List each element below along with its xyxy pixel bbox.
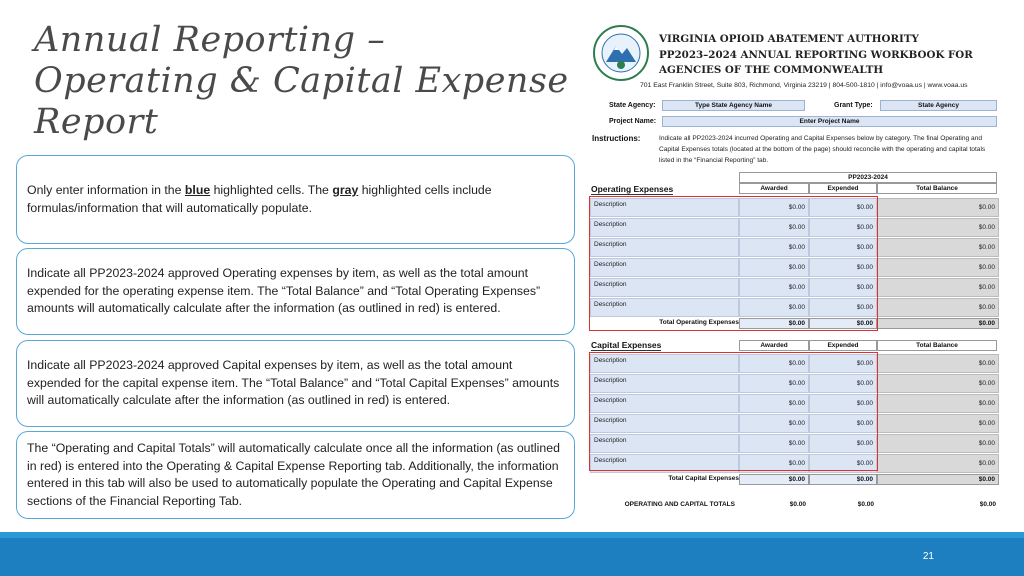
op-expended[interactable]: $0.00 — [809, 238, 877, 257]
capital-expenses-title: Capital Expenses — [591, 340, 662, 350]
slide-footer — [0, 538, 1024, 576]
project-name-field[interactable]: Enter Project Name — [662, 116, 997, 127]
op-total-awarded: $0.00 — [739, 318, 809, 329]
cap-desc[interactable]: Description — [590, 374, 739, 393]
cap-expended[interactable]: $0.00 — [809, 374, 877, 393]
operating-expenses-title: Operating Expenses — [591, 184, 674, 194]
header-line-2: PP2023–2024 ANNUAL REPORTING WORKBOOK FOR — [659, 48, 973, 61]
cap-desc[interactable]: Description — [590, 454, 739, 473]
op-awarded[interactable]: $0.00 — [739, 198, 809, 217]
cap-total-row — [590, 474, 999, 485]
workbook-screenshot — [587, 24, 1003, 524]
op-desc[interactable]: Description — [590, 298, 739, 317]
op-awarded[interactable]: $0.00 — [739, 298, 809, 317]
capital-red-outline — [589, 352, 878, 471]
op-desc[interactable]: Description — [590, 258, 739, 277]
b1-blue-word: blue — [184, 183, 211, 197]
grand-total-row — [590, 500, 999, 511]
workbook-address: 701 East Franklin Street, Suite 803, Richmond, Virginia 23219 | 804-500-1810 | info@voaa.us | www.voaa.us — [640, 82, 968, 89]
op-desc[interactable]: Description — [590, 198, 739, 217]
state-agency-field[interactable]: Type State Agency Name — [662, 100, 805, 111]
instruction-text-2: Indicate all PP2023-2024 approved Operating expenses by item, as well as the total amount expended for the operating expense item. The “Total Balance” and “Total Operating Expenses” amounts will automatically calculate after the information (as outlined in red) is entered. — [27, 266, 541, 316]
cap-balance: $0.00 — [877, 414, 999, 433]
op-balance: $0.00 — [877, 258, 999, 277]
cap-col-expended: Expended — [809, 340, 877, 351]
op-awarded[interactable]: $0.00 — [739, 258, 809, 277]
cap-awarded[interactable]: $0.00 — [739, 454, 809, 473]
op-balance: $0.00 — [877, 298, 999, 317]
instruction-text-1 — [27, 182, 564, 217]
op-expended[interactable]: $0.00 — [809, 218, 877, 237]
cap-balance: $0.00 — [877, 454, 999, 473]
workbook-header — [659, 32, 973, 79]
b1-gray-word: gray — [332, 183, 359, 197]
op-desc[interactable]: Description — [590, 278, 739, 297]
title-line-3: Report — [34, 102, 159, 142]
cap-total-expended: $0.00 — [809, 474, 877, 485]
op-total-balance: $0.00 — [877, 318, 999, 329]
cap-balance: $0.00 — [877, 394, 999, 413]
cap-desc[interactable]: Description — [590, 394, 739, 413]
cap-awarded[interactable]: $0.00 — [739, 414, 809, 433]
state-agency-label: State Agency: — [609, 102, 656, 109]
op-col-awarded: Awarded — [739, 183, 809, 194]
slide-title — [34, 20, 594, 143]
b1-text-post: highlighted cells include formulas/information that will automatically populate. — [27, 183, 492, 215]
instruction-box-3 — [16, 340, 575, 427]
period-header: PP2023-2024 — [739, 172, 997, 183]
instruction-box-1 — [16, 155, 575, 244]
cap-col-total-balance: Total Balance — [877, 340, 997, 351]
op-awarded[interactable]: $0.00 — [739, 238, 809, 257]
op-awarded[interactable]: $0.00 — [739, 278, 809, 297]
header-line-3: AGENCIES OF THE COMMONWEALTH — [659, 64, 884, 76]
op-total-expended: $0.00 — [809, 318, 877, 329]
cap-balance: $0.00 — [877, 354, 999, 373]
op-expended[interactable]: $0.00 — [809, 278, 877, 297]
cap-balance: $0.00 — [877, 434, 999, 453]
instruction-text-3: Indicate all PP2023-2024 approved Capital expenses by item, as well as the total amount expended for the capital expense item. The “Total Balance” and “Total Capital Expenses” amounts will automatically calculate after the information (as outlined in red) is entered. — [27, 358, 560, 408]
op-expended[interactable]: $0.00 — [809, 198, 877, 217]
op-balance: $0.00 — [877, 238, 999, 257]
grand-total-expended: $0.00 — [857, 501, 874, 508]
grand-total-label: OPERATING AND CAPITAL TOTALS — [624, 501, 735, 508]
operating-red-outline — [589, 196, 878, 331]
cap-total-awarded: $0.00 — [739, 474, 809, 485]
instructions-label: Instructions: — [592, 134, 641, 143]
op-desc[interactable]: Description — [590, 218, 739, 237]
page-number: 21 — [922, 551, 934, 562]
title-line-1: Annual Reporting – — [34, 20, 386, 60]
cap-expended[interactable]: $0.00 — [809, 434, 877, 453]
cap-total-balance: $0.00 — [877, 474, 999, 485]
cap-balance: $0.00 — [877, 374, 999, 393]
cap-awarded[interactable]: $0.00 — [739, 394, 809, 413]
cap-awarded[interactable]: $0.00 — [739, 374, 809, 393]
title-line-2: Operating & Capital Expense — [34, 61, 569, 101]
cap-expended[interactable]: $0.00 — [809, 394, 877, 413]
grand-total-balance: $0.00 — [979, 501, 996, 508]
cap-col-awarded: Awarded — [739, 340, 809, 351]
instructions-text: Indicate all PP2023-2024 incurred Operating and Capital Expenses below by category. The final Operating and Capital Expenses totals (located at the bottom of the page) should reconcile with the operating and capital totals listed in the “Financial Reporting” tab. — [659, 135, 986, 164]
b1-text-pre: Only enter information in the — [27, 183, 185, 197]
cap-total-label: Total Capital Expenses — [668, 475, 739, 482]
b1-text-mid: highlighted cells. The — [210, 183, 333, 197]
instruction-box-4 — [16, 431, 575, 519]
op-desc[interactable]: Description — [590, 238, 739, 257]
op-col-total-balance: Total Balance — [877, 183, 997, 194]
op-expended[interactable]: $0.00 — [809, 258, 877, 277]
grant-type-field[interactable]: State Agency — [880, 100, 997, 111]
op-expended[interactable]: $0.00 — [809, 298, 877, 317]
cap-desc[interactable]: Description — [590, 414, 739, 433]
cap-expended[interactable]: $0.00 — [809, 354, 877, 373]
op-balance: $0.00 — [877, 198, 999, 217]
op-total-label: Total Operating Expenses — [659, 319, 739, 326]
grand-total-awarded: $0.00 — [789, 501, 806, 508]
cap-awarded[interactable]: $0.00 — [739, 434, 809, 453]
cap-awarded[interactable]: $0.00 — [739, 354, 809, 373]
cap-expended[interactable]: $0.00 — [809, 454, 877, 473]
cap-desc[interactable]: Description — [590, 354, 739, 373]
op-col-expended: Expended — [809, 183, 877, 194]
op-balance: $0.00 — [877, 218, 999, 237]
instruction-text-4: The “Operating and Capital Totals” will automatically calculate once all the information (as outlined in red) is entered into the Operating & Capital Expense Reporting tab. Additionally, the information entered in this tab will also be used to automatically populate the Operating and Capital Expense sections of the Financial Reporting Tab. — [27, 441, 560, 508]
cap-desc[interactable]: Description — [590, 434, 739, 453]
voaa-logo-icon — [592, 24, 650, 82]
header-line-1: VIRGINIA OPIOID ABATEMENT AUTHORITY — [659, 33, 919, 45]
instruction-box-2 — [16, 248, 575, 335]
project-name-label: Project Name: — [609, 118, 657, 125]
op-balance: $0.00 — [877, 278, 999, 297]
grant-type-label: Grant Type: — [834, 102, 873, 109]
cap-expended[interactable]: $0.00 — [809, 414, 877, 433]
op-awarded[interactable]: $0.00 — [739, 218, 809, 237]
